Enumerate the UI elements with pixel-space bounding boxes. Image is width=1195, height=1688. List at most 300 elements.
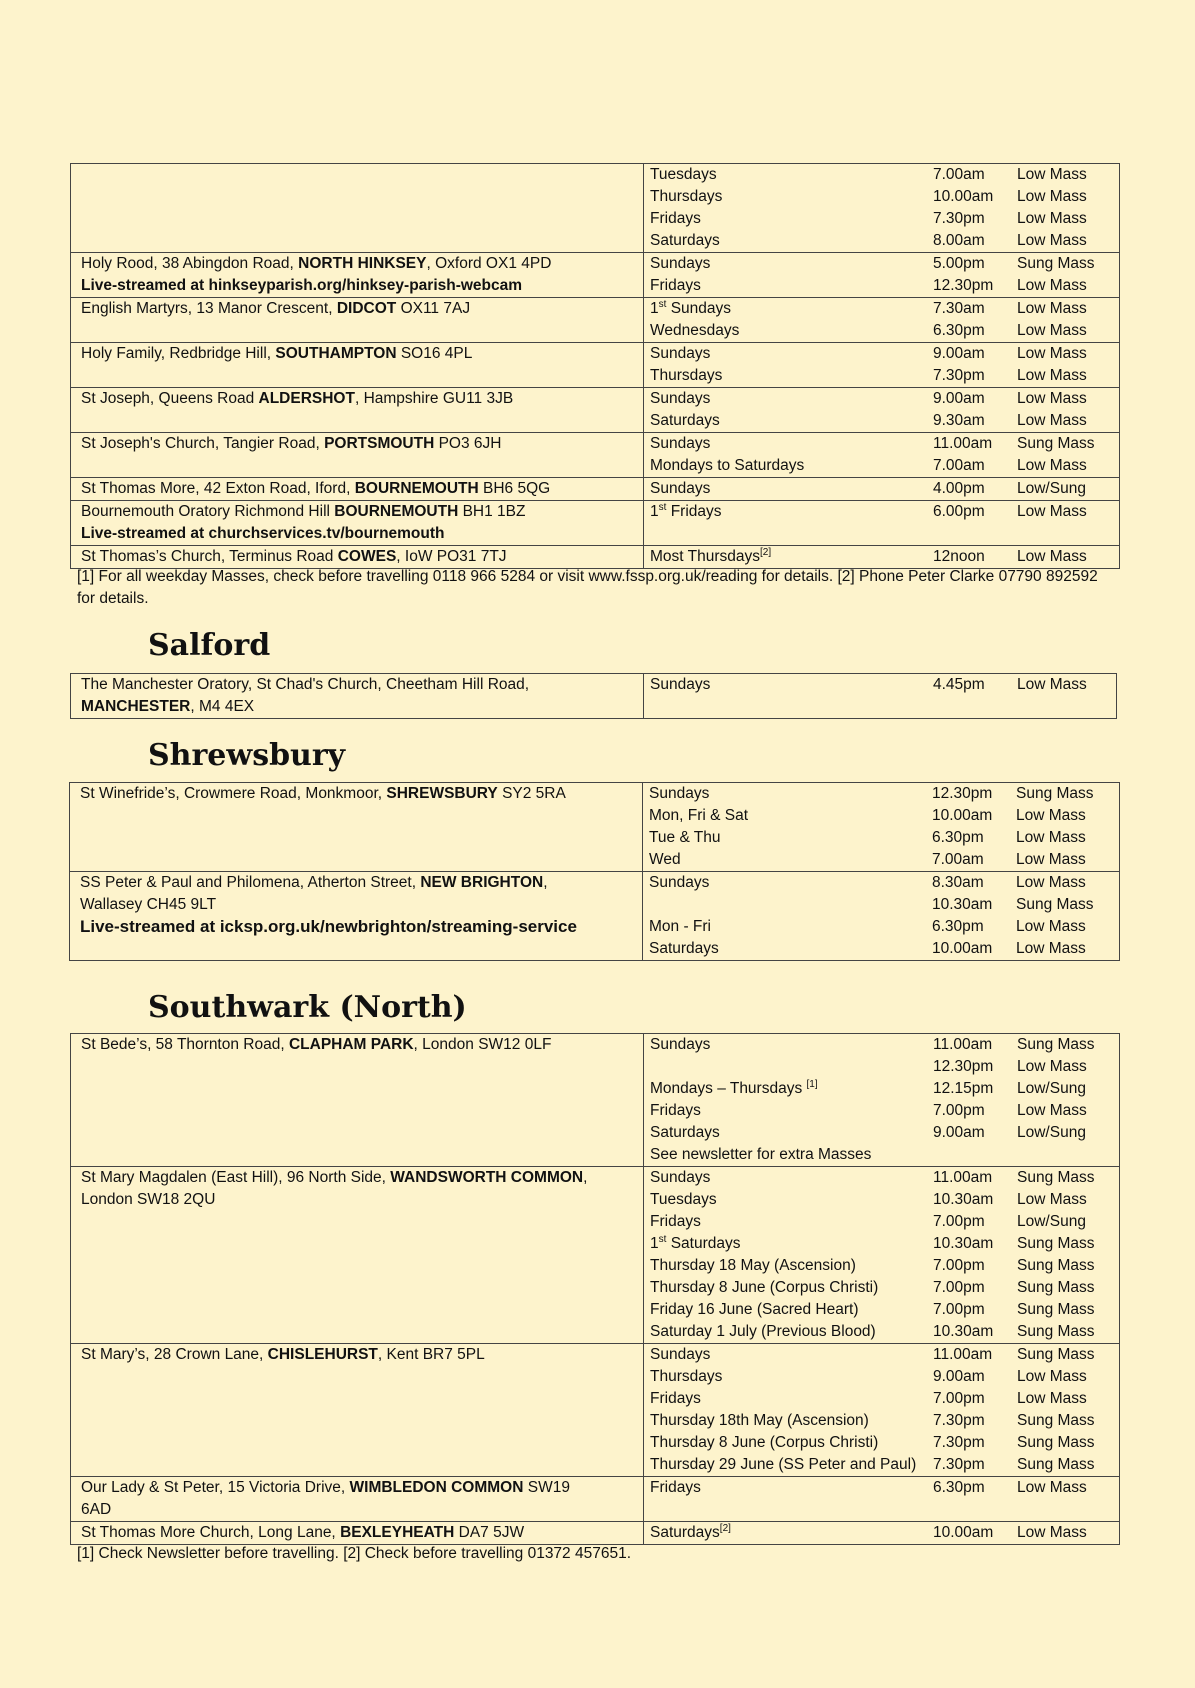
mass-time: 6.00pm: [933, 503, 985, 520]
postcode-text: SO16 4PL: [396, 345, 473, 362]
mass-time-row: [650, 365, 1113, 387]
mass-time-row: [650, 186, 1113, 208]
mass-time: 6.30pm: [932, 829, 984, 846]
mass-time-row: [650, 1344, 1113, 1366]
mass-day: [650, 501, 933, 523]
mass-time-row: [650, 388, 1113, 410]
mass-time-row: [650, 275, 1113, 297]
mass-day: [650, 674, 933, 696]
mass-type: Low Mass: [1017, 188, 1087, 205]
day-text: Sundays: [650, 1346, 711, 1363]
location-line: [81, 1344, 633, 1366]
mass-type: Low Mass: [1016, 807, 1086, 824]
church-row: [71, 343, 1120, 388]
postcode-text: ,: [583, 1169, 588, 1186]
footnote-marker: st: [658, 298, 667, 310]
day-text: Sundays: [650, 345, 711, 362]
mass-day: [650, 1211, 933, 1233]
church-row: [71, 1034, 1120, 1167]
mass-day: [650, 1299, 933, 1321]
mass-type: Low Mass: [1017, 232, 1087, 249]
postcode-text: , M4 4EX: [190, 698, 255, 715]
mass-time: 7.30pm: [933, 1412, 985, 1429]
day-text: Sundays: [650, 435, 711, 452]
mass-day: [649, 805, 932, 827]
mass-schedule: [644, 1034, 1120, 1167]
day-text: Fridays: [650, 1479, 701, 1496]
day-text: Mondays to Saturdays: [650, 457, 805, 474]
church-location: [71, 501, 644, 546]
mass-time: 7.00am: [932, 851, 984, 868]
mass-type: Low Mass: [1016, 851, 1086, 868]
mass-time: 9.00am: [933, 1368, 985, 1385]
mass-schedule: [644, 164, 1120, 253]
postcode-text: , IoW PO31 7TJ: [396, 548, 507, 565]
day-text: 1: [650, 1235, 659, 1252]
mass-time: 6.30pm: [932, 918, 984, 935]
mass-time-row: [650, 298, 1113, 320]
diocese-heading-shrewsbury: Shrewsbury: [148, 738, 346, 773]
church-location: [71, 478, 644, 501]
mass-time-row: [650, 1522, 1113, 1544]
location-line: [81, 478, 633, 500]
mass-type: Low Mass: [1017, 1102, 1087, 1119]
mass-type: Low Mass: [1017, 1191, 1087, 1208]
mass-type: Low Mass: [1017, 210, 1087, 227]
mass-day: [650, 546, 933, 568]
day-text: 1: [650, 300, 659, 317]
mass-type: Low Mass: [1017, 277, 1087, 294]
mass-type: Sung Mass: [1017, 255, 1095, 272]
postcode-text: OX11 7AJ: [396, 300, 471, 317]
town-name: CLAPHAM PARK: [288, 1036, 414, 1053]
mass-time-row: [650, 455, 1113, 477]
church-row: [71, 478, 1120, 501]
mass-time-row: [650, 1233, 1113, 1255]
mass-schedule: [644, 433, 1120, 478]
mass-time: 7.00pm: [933, 1102, 985, 1119]
mass-time-row: [650, 208, 1113, 230]
mass-type: Sung Mass: [1016, 785, 1094, 802]
town-name: CHISLEHURST: [267, 1346, 378, 1363]
mass-time: 12.30pm: [933, 277, 994, 294]
location-line: [81, 1034, 633, 1056]
town-name: WIMBLEDON COMMON: [349, 1479, 524, 1496]
mass-time-row: [650, 1211, 1113, 1233]
mass-type: Low Mass: [1017, 1524, 1087, 1541]
mass-schedule: [644, 253, 1120, 298]
footnote-marker: [1]: [806, 1078, 818, 1090]
mass-day: [650, 1366, 933, 1388]
mass-schedule: [644, 674, 1117, 719]
footnote-southwark: [1] Check Newsletter before travelling. [2] Check before travelling 01372 457651.: [77, 1545, 632, 1562]
mass-day: [649, 894, 932, 916]
mass-type: Low Mass: [1017, 322, 1087, 339]
mass-type: Low Mass: [1016, 874, 1086, 891]
mass-type: Low Mass: [1017, 367, 1087, 384]
mass-day: [650, 230, 933, 252]
church-row: [71, 501, 1120, 546]
town-name: DIDCOT: [336, 300, 397, 317]
location-line: [81, 343, 633, 365]
location-line: [81, 501, 633, 523]
mass-type: [1017, 1144, 1113, 1166]
church-location: [71, 433, 644, 478]
mass-type: Low Mass: [1017, 548, 1087, 565]
day-text: Sundays: [650, 1036, 711, 1053]
mass-day: [649, 827, 932, 849]
postcode-text: , Hampshire GU11 3JB: [354, 390, 514, 407]
postcode-text: , Kent BR7 5PL: [377, 1346, 485, 1363]
mass-time: 12.15pm: [933, 1080, 994, 1097]
mass-time-row: [650, 410, 1113, 432]
mass-time: 8.00am: [933, 232, 985, 249]
mass-day: [650, 1167, 933, 1189]
mass-day: [650, 433, 933, 455]
footnote-marker: [2]: [719, 1522, 731, 1534]
address-text: St Joseph's Church, Tangier Road,: [81, 435, 325, 452]
mass-schedule: [644, 1477, 1120, 1522]
mass-time: 7.00am: [933, 166, 985, 183]
mass-time-row: [650, 1255, 1113, 1277]
day-text: Thursday 18 May (Ascension): [650, 1257, 856, 1274]
mass-day: [650, 186, 933, 208]
postcode-text: PO3 6JH: [434, 435, 502, 452]
location-line: [81, 1477, 633, 1499]
mass-time: 7.00pm: [933, 1257, 985, 1274]
mass-day: [650, 320, 933, 342]
mass-time: 7.00pm: [933, 1301, 985, 1318]
mass-time-row: [650, 1167, 1113, 1189]
mass-type: Low/Sung: [1017, 480, 1086, 497]
mass-time: 10.30am: [933, 1323, 994, 1340]
location-line: [81, 1522, 633, 1544]
town-name: BOURNEMOUTH: [354, 480, 479, 497]
diocese-heading-salford: Salford: [148, 628, 271, 663]
day-text: Tue & Thu: [649, 829, 721, 846]
mass-type: Low Mass: [1017, 1368, 1087, 1385]
day-text: Saturdays: [650, 232, 720, 249]
mass-type: Low/Sung: [1017, 1213, 1086, 1230]
address-text: St Joseph, Queens Road: [81, 390, 259, 407]
mass-time: 11.00am: [933, 1346, 993, 1363]
mass-time-row: [650, 164, 1113, 186]
mass-time-row: [649, 827, 1113, 849]
day-text: Sundays: [650, 1169, 711, 1186]
location-line: [81, 275, 633, 297]
mass-time: 7.30am: [933, 300, 985, 317]
location-line: [81, 674, 633, 696]
address-text: London SW18 2QU: [81, 1191, 216, 1208]
day-text: Saturdays: [650, 1124, 720, 1141]
footnote-marker: [2]: [759, 546, 772, 558]
day-text: Sundays: [650, 676, 711, 693]
mass-day: [650, 1454, 933, 1476]
mass-day: [650, 164, 933, 186]
mass-schedule: [644, 388, 1120, 433]
day-text-suffix: Sundays: [666, 300, 732, 317]
mass-day: [650, 1388, 933, 1410]
mass-type: Low Mass: [1017, 390, 1087, 407]
mass-type: Low Mass: [1017, 676, 1087, 693]
town-name: BOURNEMOUTH: [334, 503, 459, 520]
day-text-suffix: Saturdays: [666, 1235, 741, 1252]
day-text: Most Thursdays: [650, 548, 760, 565]
town-name: WANDSWORTH COMMON: [390, 1169, 584, 1186]
postcode-text: , Oxford OX1 4PD: [426, 255, 552, 272]
day-text: Fridays: [650, 1390, 701, 1407]
mass-type: Low Mass: [1017, 1390, 1087, 1407]
address-text: St Thomas’s Church, Terminus Road: [81, 548, 338, 565]
mass-type: Low Mass: [1016, 918, 1086, 935]
church-location: [71, 1167, 644, 1344]
mass-type: Low Mass: [1017, 457, 1087, 474]
mass-type: Low Mass: [1016, 940, 1086, 957]
mass-day: [650, 1432, 933, 1454]
location-line: [80, 783, 632, 805]
mass-time: 7.30pm: [933, 1434, 985, 1451]
mass-table-top: [70, 163, 1120, 569]
church-row: [71, 253, 1120, 298]
location-line: [81, 388, 633, 410]
mass-time-row: [650, 1144, 1113, 1166]
mass-type: Sung Mass: [1017, 1036, 1095, 1053]
mass-time: 10.30am: [932, 896, 993, 913]
mass-time-row: [649, 894, 1113, 916]
day-text: Fridays: [650, 1213, 701, 1230]
church-row: [71, 1344, 1120, 1477]
mass-type: Low Mass: [1017, 166, 1087, 183]
mass-time-row: [650, 674, 1110, 696]
address-text: 6AD: [81, 1501, 112, 1518]
diocese-heading-southwark: Southwark (North): [148, 990, 467, 1025]
mass-time: 9.00am: [933, 1124, 985, 1141]
church-row: [71, 298, 1120, 343]
day-text: Thursdays: [650, 367, 723, 384]
mass-time: 7.00pm: [933, 1390, 985, 1407]
mass-schedule: [644, 478, 1120, 501]
location-line: [81, 1167, 633, 1189]
mass-time: 7.30pm: [933, 210, 985, 227]
day-text: Fridays: [650, 1102, 701, 1119]
postcode-text: SY2 5RA: [497, 785, 566, 802]
postcode-text: DA7 5JW: [454, 1524, 525, 1541]
mass-time: 11.00am: [933, 1036, 993, 1053]
mass-type: Sung Mass: [1016, 896, 1094, 913]
mass-time-row: [650, 1299, 1113, 1321]
day-text: 1: [650, 503, 659, 520]
mass-day: [649, 916, 932, 938]
mass-type: Low Mass: [1017, 1479, 1087, 1496]
mass-time-row: [649, 872, 1113, 894]
mass-schedule: [644, 1522, 1120, 1545]
postcode-text: BH6 5QG: [478, 480, 551, 497]
mass-time-row: [650, 343, 1113, 365]
mass-day: [650, 410, 933, 432]
mass-time: 10.30am: [933, 1191, 994, 1208]
location-line: [80, 916, 632, 939]
address-text: St Mary’s, 28 Crown Lane,: [81, 1346, 268, 1363]
address-text: Holy Rood, 38 Abingdon Road,: [81, 255, 299, 272]
mass-type: Sung Mass: [1017, 1456, 1095, 1473]
mass-day: [650, 1189, 933, 1211]
mass-time-row: [650, 230, 1113, 252]
livestream-note: Live-streamed at hinkseyparish.org/hinksey-parish-webcam: [81, 277, 523, 294]
mass-time-row: [650, 478, 1113, 500]
mass-time-row: [650, 1034, 1113, 1056]
church-location: [71, 1344, 644, 1477]
mass-time-row: [650, 1122, 1113, 1144]
location-line: [81, 1189, 633, 1211]
footnote-marker: st: [658, 501, 667, 513]
livestream-note: Live-streamed at churchservices.tv/bournemouth: [81, 525, 445, 542]
mass-time-row: [650, 1321, 1113, 1343]
mass-time: 9.30am: [933, 412, 985, 429]
address-text: St Bede’s, 58 Thornton Road,: [81, 1036, 289, 1053]
town-name: SOUTHAMPTON: [275, 345, 397, 362]
mass-day: [649, 938, 932, 960]
church-row: [71, 164, 1120, 253]
day-text: Thursdays: [650, 1368, 723, 1385]
day-text: Mondays – Thursdays: [650, 1080, 807, 1097]
town-name: MANCHESTER: [81, 698, 191, 715]
mass-time-row: [650, 1078, 1113, 1100]
mass-type: Sung Mass: [1017, 1169, 1095, 1186]
mass-time-row: [649, 783, 1113, 805]
mass-day: [650, 1233, 933, 1255]
mass-time-row: [649, 916, 1113, 938]
church-location: [71, 164, 644, 253]
mass-type: Sung Mass: [1017, 1235, 1095, 1252]
location-line: [81, 298, 633, 320]
church-location: [71, 253, 644, 298]
mass-time-row: [650, 1100, 1113, 1122]
day-text: Tuesdays: [650, 166, 717, 183]
church-row: [71, 1477, 1120, 1522]
day-text: Thursdays: [650, 188, 723, 205]
mass-day: [650, 1321, 933, 1343]
schedule-table: [69, 782, 1120, 961]
mass-time: 10.00am: [933, 188, 994, 205]
address-text: SS Peter & Paul and Philomena, Atherton Street,: [80, 874, 421, 891]
church-row: [71, 388, 1120, 433]
mass-time-row: [649, 938, 1113, 960]
address-text: Wallasey CH45 9LT: [80, 896, 217, 913]
mass-time: 6.30pm: [933, 322, 985, 339]
mass-time: 4.45pm: [933, 676, 985, 693]
mass-day: [650, 1144, 933, 1166]
church-location: [70, 783, 643, 872]
footnote-top: [1] For all weekday Masses, check before travelling 0118 966 5284 or visit www.fssp.org.uk/reading for details. [2] Phone Peter Clarke 07790 892592 for details.: [77, 568, 1098, 607]
town-name: PORTSMOUTH: [324, 435, 435, 452]
address-text: Holy Family, Redbridge Hill,: [81, 345, 276, 362]
mass-day: [650, 298, 933, 320]
mass-day: [650, 388, 933, 410]
mass-day: [650, 1034, 933, 1056]
address-text: Bournemouth Oratory Richmond Hill: [81, 503, 335, 520]
mass-schedule: [643, 783, 1120, 872]
church-location: [71, 674, 644, 719]
location-line: [81, 546, 633, 568]
mass-time-row: [650, 501, 1113, 523]
mass-schedule: [644, 1344, 1120, 1477]
mass-type: Sung Mass: [1017, 1257, 1095, 1274]
address-text: St Winefride’s, Crowmere Road, Monkmoor,: [80, 785, 387, 802]
location-line: [81, 253, 633, 275]
postcode-text: BH1 1BZ: [458, 503, 526, 520]
town-name: COWES: [337, 548, 397, 565]
mass-schedule: [644, 343, 1120, 388]
church-location: [71, 1522, 644, 1545]
mass-time-row: [650, 1056, 1113, 1078]
church-location: [71, 343, 644, 388]
day-text: Wed: [649, 851, 681, 868]
church-location: [71, 1477, 644, 1522]
schedule-table: [70, 1033, 1120, 1545]
location-line: [80, 872, 632, 894]
church-location: [71, 1034, 644, 1167]
address-text: Our Lady & St Peter, 15 Victoria Drive,: [81, 1479, 350, 1496]
postcode-text: ,: [543, 874, 548, 891]
mass-time: 7.30pm: [933, 367, 985, 384]
livestream-note: Live-streamed at icksp.org.uk/newbrighton/streaming-service: [80, 917, 577, 936]
day-text: Sundays: [649, 785, 710, 802]
mass-type: Low Mass: [1017, 503, 1087, 520]
location-line: [81, 1499, 633, 1521]
mass-type: Sung Mass: [1017, 435, 1095, 452]
day-text: Saturdays: [650, 1524, 720, 1541]
mass-type: Low Mass: [1017, 412, 1087, 429]
mass-time: 11.00am: [933, 435, 993, 452]
day-text: Saturdays: [650, 412, 720, 429]
mass-day: [650, 208, 933, 230]
mass-time: 7.00pm: [933, 1279, 985, 1296]
mass-type: Low Mass: [1016, 829, 1086, 846]
mass-time-row: [650, 253, 1113, 275]
town-name: NORTH HINKSEY: [298, 255, 427, 272]
mass-day: [650, 1522, 933, 1544]
mass-type: Sung Mass: [1017, 1323, 1095, 1340]
mass-type: Sung Mass: [1017, 1434, 1095, 1451]
mass-time: 12noon: [933, 548, 985, 565]
mass-schedule: [643, 872, 1120, 961]
mass-time: 12.30pm: [933, 1058, 994, 1075]
footnote-marker: st: [658, 1233, 667, 1245]
mass-day: [650, 1410, 933, 1432]
day-text: Thursday 8 June (Corpus Christi): [650, 1279, 879, 1296]
church-row: [71, 433, 1120, 478]
mass-day: [650, 1344, 933, 1366]
mass-time: 9.00am: [933, 345, 985, 362]
mass-time: 10.00am: [933, 1524, 994, 1541]
schedule-table: [70, 673, 1117, 719]
church-row: [71, 1167, 1120, 1344]
mass-time: 6.30pm: [933, 1479, 985, 1496]
mass-type: Low Mass: [1017, 300, 1087, 317]
mass-time-row: [649, 805, 1113, 827]
mass-time: 4.00pm: [933, 480, 985, 497]
mass-day: [649, 849, 932, 871]
mass-day: [649, 872, 932, 894]
address-text: St Mary Magdalen (East Hill), 96 North Side,: [81, 1169, 391, 1186]
mass-time: 7.00am: [933, 457, 985, 474]
mass-day: [650, 1122, 933, 1144]
mass-day: [650, 455, 933, 477]
mass-type: Sung Mass: [1017, 1412, 1095, 1429]
church-row: [70, 872, 1120, 961]
mass-type: Low/Sung: [1017, 1080, 1086, 1097]
mass-table-shrewsbury: [69, 782, 1120, 961]
